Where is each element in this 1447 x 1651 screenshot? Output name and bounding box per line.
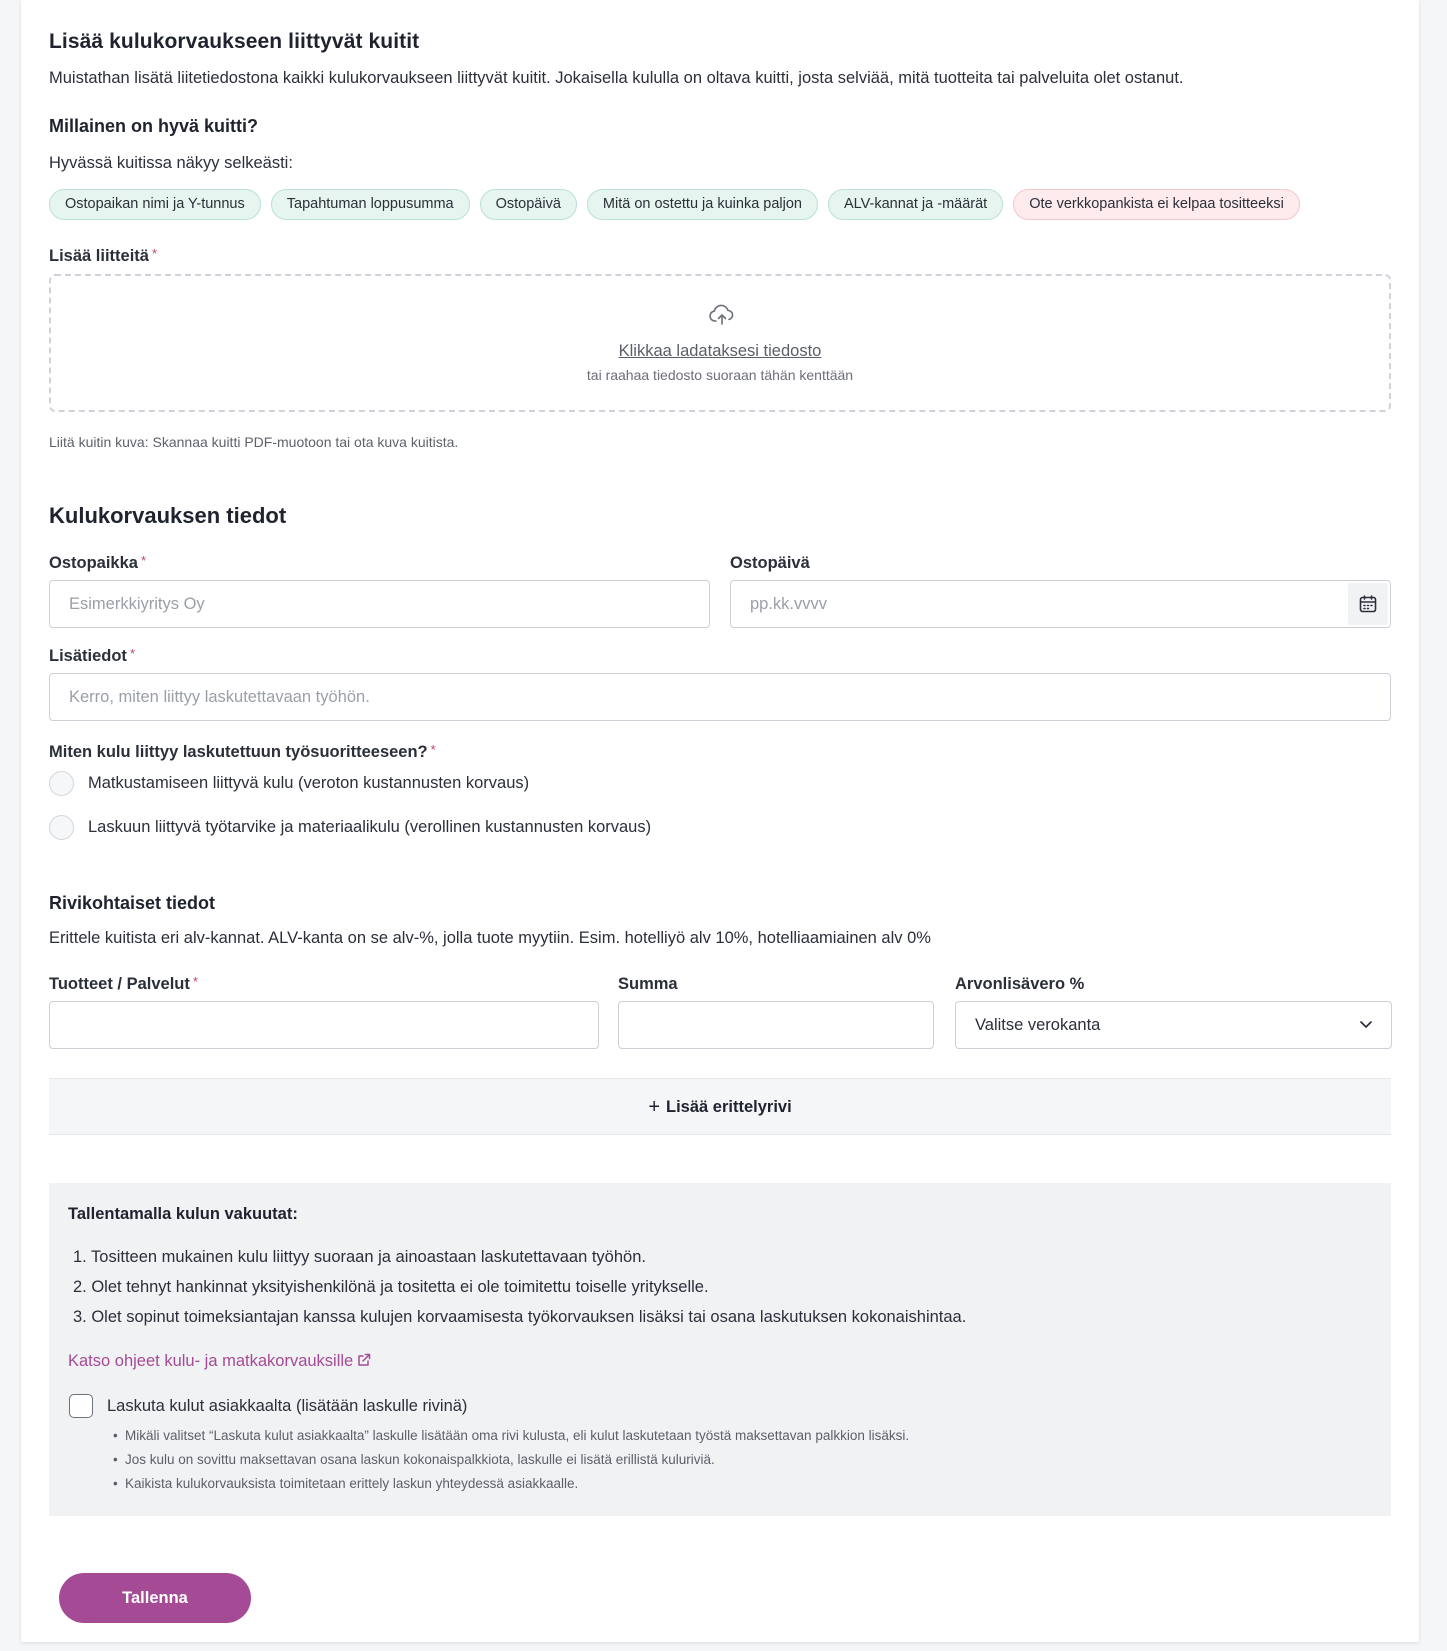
confirmation-notice	[49, 1183, 1391, 1516]
date-placeholder: pp.kk.vvvv	[750, 595, 828, 613]
billing-note: • Kaikista kulukorvauksista toimitetaan erittely laskun yhteydessä asiakkaalle.	[113, 1476, 909, 1500]
required-marker: *	[140, 553, 147, 568]
vat-label: Arvonlisävero %	[955, 975, 1085, 993]
relation-label	[49, 743, 436, 762]
notice-list	[73, 1248, 966, 1338]
info-label-text: Lisätiedot	[49, 647, 127, 665]
receipts-title: Lisää kulukorvaukseen liittyvät kuitit	[49, 30, 420, 53]
place-label-text: Ostopaikka	[49, 554, 138, 572]
products-label-text: Tuotteet / Palvelut	[49, 975, 190, 993]
sum-input[interactable]	[618, 1001, 934, 1049]
radio-label: Laskuun liittyvä työtarvike ja materiaalikulu (verollinen kustannusten korvaus)	[88, 818, 652, 836]
billing-note: • Mikäli valitset “Laskuta kulut asiakkaalta” laskulle lisätään oma rivi kulusta, eli kulut laskutetaan työstä maksettavan palkkion lisäksi.	[113, 1428, 909, 1452]
products-input[interactable]	[49, 1001, 599, 1049]
chip-bank-statement-warning: Ote verkkopankista ei kelpaa tositteeksi	[1013, 189, 1300, 220]
notice-title: Tallentamalla kulun vakuutat:	[68, 1205, 298, 1223]
info-label	[49, 647, 135, 666]
vat-rate-select[interactable]	[955, 1001, 1392, 1049]
rows-title: Rivikohtaiset tiedot	[49, 893, 216, 913]
chip-vat-rates: ALV-kannat ja -määrät	[828, 189, 1003, 220]
instructions-link[interactable]	[68, 1352, 371, 1371]
bill-customer-label: Laskuta kulut asiakkaalta (lisätään laskulle rivinä)	[107, 1396, 468, 1415]
notice-item: 3. Olet sopinut toimeksiantajan kanssa kulujen korvaamisesta työkorvauksen lisäksi tai osana laskutuksen kokonaishintaa.	[73, 1308, 967, 1326]
attachments-label	[49, 247, 1391, 266]
radio-label: Matkustamiseen liittyvä kulu (veroton kustannusten korvaus)	[88, 774, 530, 792]
add-row-label: Lisää erittelyrivi	[666, 1098, 792, 1116]
relation-label-text: Miten kulu liittyy laskutettuun työsuoritteeseen?	[49, 743, 428, 761]
vat-selected-value: Valitse verokanta	[975, 1016, 1101, 1034]
good-receipt-title: Millainen on hyvä kuitti?	[49, 116, 259, 136]
place-label	[49, 554, 146, 573]
bill-customer-checkbox[interactable]	[69, 1394, 93, 1418]
products-label	[49, 975, 198, 994]
instructions-link-text[interactable]: Katso ohjeet kulu- ja matkakorvauksille	[68, 1352, 354, 1370]
file-dropzone[interactable]	[49, 274, 1391, 412]
required-marker: *	[151, 246, 158, 261]
purchase-place-input[interactable]: Esimerkkiyritys Oy	[49, 580, 710, 628]
chip-seller-name: Ostopaikan nimi ja Y-tunnus	[49, 189, 261, 220]
required-marker: *	[192, 974, 198, 989]
external-link-icon	[357, 1353, 371, 1367]
upload-drag-hint: tai raahaa tiedosto suoraan tähän kenttään	[586, 367, 854, 383]
chip-items-quantity: Mitä on ostettu ja kuinka paljon	[587, 189, 818, 220]
additional-info-input[interactable]: Kerro, miten liittyy laskutettavaan työhön.	[49, 673, 1391, 721]
receipt-requirements-chips	[49, 189, 1300, 220]
save-button[interactable]: Tallenna	[59, 1573, 251, 1623]
date-label: Ostopäivä	[730, 554, 810, 572]
chip-total-sum: Tapahtuman loppusumma	[271, 189, 470, 220]
radio-option-travel[interactable]	[49, 771, 529, 796]
good-receipt-intro: Hyvässä kuitissa näkyy selkeästi:	[49, 154, 293, 172]
radio-option-materials[interactable]	[49, 815, 651, 840]
attachments-label-text: Lisää liitteitä	[49, 247, 149, 265]
expense-form-card	[21, 0, 1419, 1642]
receipts-description: Muistathan lisätä liitetiedostona kaikki kulukorvaukseen liittyvät kuitit. Jokaisella kululla on oltava kuitti, josta selviää, mitä tuotteita tai palveluita olet ostanut.	[49, 69, 1184, 87]
rows-description: Erittele kuitista eri alv-kannat. ALV-kanta on se alv-%, jolla tuote myytiin. Esim. hotelliyö alv 10%, hotelliaamiainen alv 0%	[49, 929, 931, 947]
purchase-date-input[interactable]	[730, 580, 1391, 628]
upload-hint: Liitä kuitin kuva: Skannaa kuitti PDF-muotoon tai ota kuva kuitista.	[49, 434, 459, 450]
notice-item: 2. Olet tehnyt hankinnat yksityishenkilönä ja tositetta ei ole toimitettu toiselle yritykselle.	[73, 1278, 709, 1296]
sum-label: Summa	[618, 975, 678, 993]
required-marker: *	[430, 742, 436, 757]
notice-item: 1. Tositteen mukainen kulu liittyy suoraan ja ainoastaan laskutettavaan työhön.	[73, 1248, 646, 1266]
bill-customer-option[interactable]	[69, 1394, 467, 1418]
radio-button[interactable]	[49, 815, 74, 840]
cloud-upload-icon	[709, 304, 735, 326]
upload-file-link[interactable]: Klikkaa ladataksesi tiedosto	[618, 342, 822, 360]
chip-purchase-date: Ostopäivä	[480, 189, 577, 220]
billing-note: • Jos kulu on sovittu maksettavan osana laskun kokonaispalkkiota, laskulle ei lisätä erillistä kuluriviä.	[113, 1452, 909, 1476]
billing-notes	[113, 1428, 909, 1500]
plus-icon: +	[648, 1096, 661, 1118]
open-calendar-button[interactable]	[1348, 583, 1388, 625]
chevron-down-icon	[1359, 1020, 1373, 1029]
calendar-icon	[1358, 594, 1378, 614]
required-marker: *	[129, 646, 135, 661]
radio-button[interactable]	[49, 771, 74, 796]
add-row-button[interactable]	[49, 1078, 1391, 1135]
details-title: Kulukorvauksen tiedot	[49, 503, 287, 528]
